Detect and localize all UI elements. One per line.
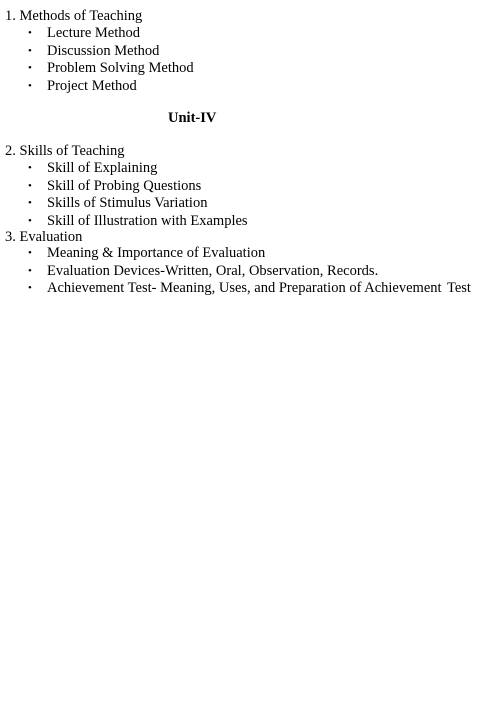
bullet-icon: • [28, 214, 32, 227]
list-item [0, 178, 248, 196]
list-item [0, 60, 194, 78]
unit-title: Unit-IV [168, 110, 217, 126]
list-item-text: Discussion Method [47, 42, 160, 59]
list-item [0, 245, 442, 263]
list-item [0, 160, 248, 178]
list-item [0, 43, 194, 61]
list-item-text: Skill of Probing Questions [47, 177, 202, 194]
list-item [0, 280, 471, 298]
list-item-text: Project Method [47, 77, 137, 94]
list-item-trailing-text: Test [447, 280, 471, 296]
list-item-text: Skill of Explaining [47, 160, 158, 176]
bullet-icon: • [28, 44, 32, 57]
bullet-icon: • [28, 179, 32, 192]
bullet-icon: • [28, 247, 32, 259]
list-item-text: Lecture Method [47, 25, 141, 41]
skills-of-teaching-list [0, 160, 248, 230]
list-item [0, 263, 442, 281]
list-item [0, 25, 194, 43]
section-heading-skills-of-teaching: 2. Skills of Teaching [5, 143, 125, 159]
bullet-icon: • [28, 62, 32, 74]
list-item-text: Achievement Test- Meaning, Uses, and Preparation of Achievement [47, 280, 442, 296]
list-item-text: Skill of Illustration with Examples [47, 212, 248, 229]
list-item-text: Evaluation Devices-Written, Oral, Observation, Records. [47, 262, 379, 279]
section-heading-methods-of-teaching: 1. Methods of Teaching [5, 8, 143, 24]
bullet-icon: • [28, 197, 32, 209]
bullet-icon: • [28, 79, 32, 92]
section-heading-evaluation: 3. Evaluation [5, 229, 83, 245]
methods-of-teaching-list [0, 25, 194, 95]
bullet-icon: • [28, 27, 32, 39]
bullet-icon: • [28, 282, 32, 294]
evaluation-list [0, 245, 471, 298]
list-item [0, 78, 194, 96]
list-item-text: Problem Solving Method [47, 60, 194, 76]
list-item [0, 213, 248, 231]
bullet-icon: • [28, 162, 32, 174]
list-item-text: Skills of Stimulus Variation [47, 195, 208, 211]
bullet-icon: • [28, 264, 32, 277]
list-item-text: Meaning & Importance of Evaluation [47, 245, 266, 261]
list-item [0, 195, 248, 213]
